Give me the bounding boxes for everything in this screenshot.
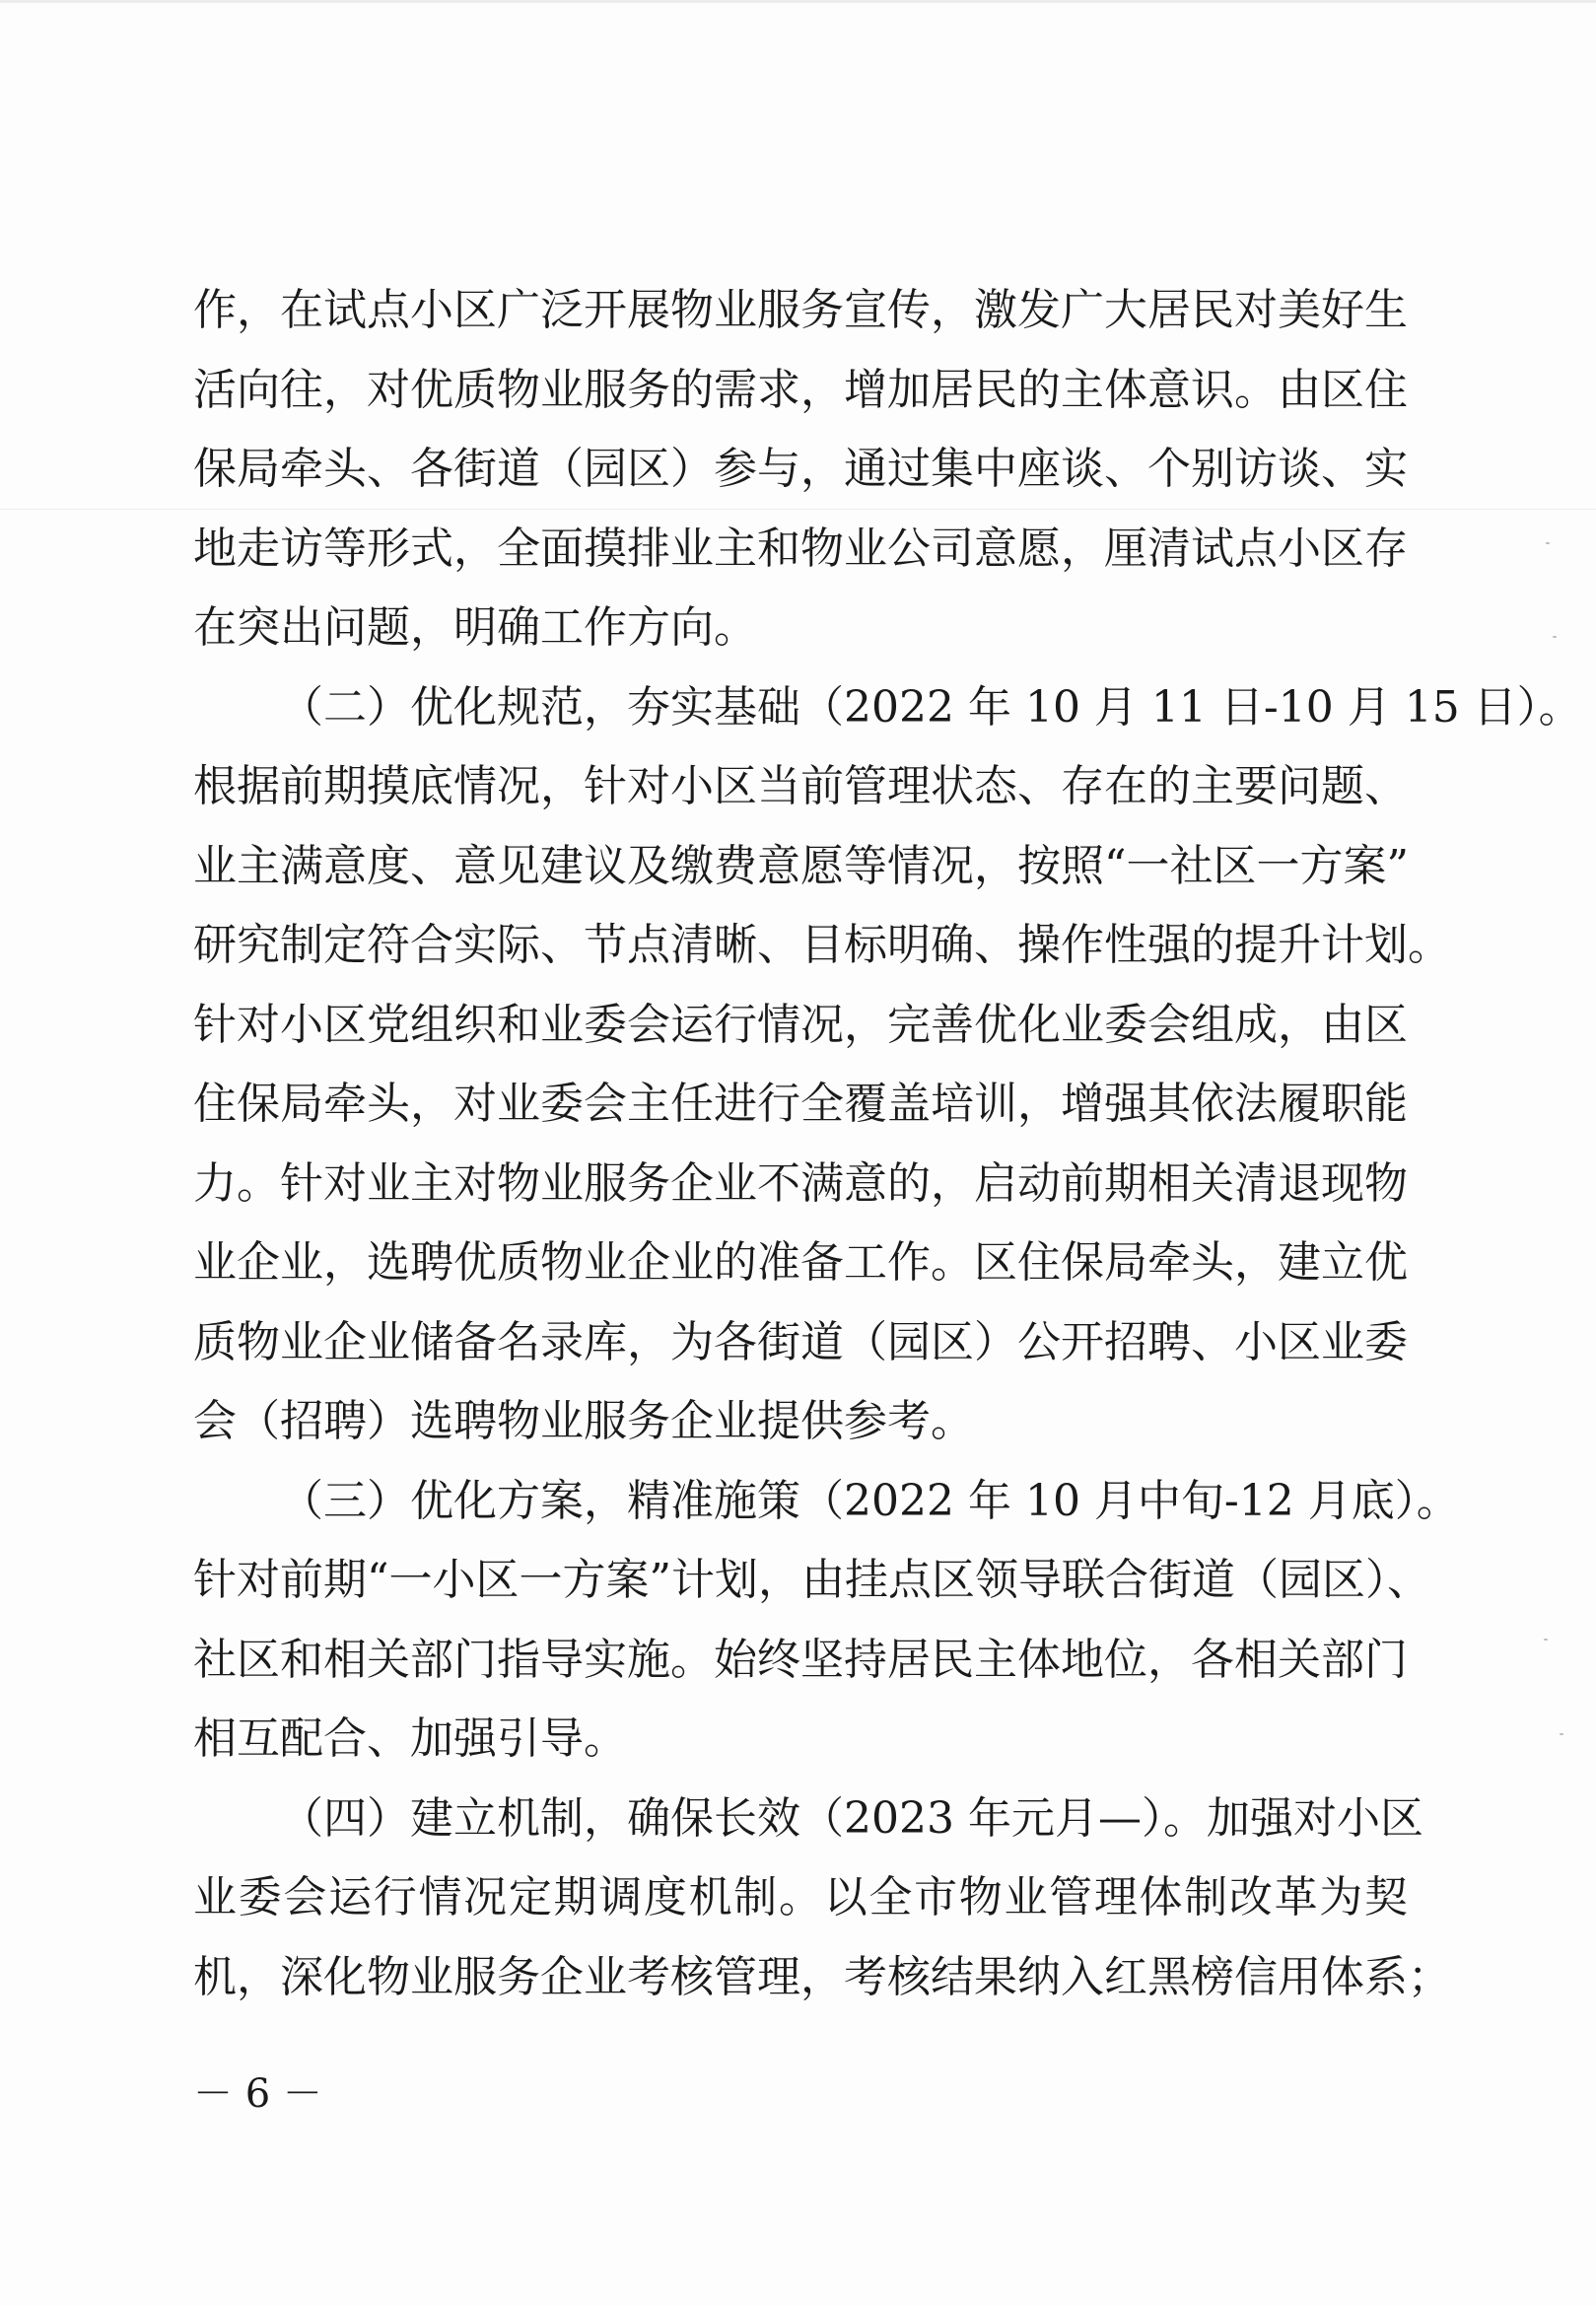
paragraph-3	[193, 1462, 1460, 1780]
text-line: 业企业，选聘优质物业企业的准备工作。区住保局牵头，建立优	[193, 1237, 1408, 1288]
section-heading-line: （三）优化方案，精准施策（2022 年 10 月中旬-12 月底）。	[280, 1475, 1460, 1526]
text-line: 在突出问题，明确工作方向。	[193, 602, 757, 653]
text-line: 保局牵头、各街道（园区）参与，通过集中座谈、个别访谈、实	[193, 444, 1408, 494]
text-line: 住保局牵头，对业委会主任进行全覆盖培训，增强其依法履职能	[193, 1079, 1408, 1129]
text-line: 会（招聘）选聘物业服务企业提供参考。	[193, 1396, 974, 1446]
text-line: 相互配合、加强引导。	[193, 1713, 627, 1764]
scan-top-edge	[0, 0, 1596, 3]
text-line: 针对小区党组织和业委会运行情况，完善优化业委会组成，由区	[193, 999, 1408, 1050]
text-line: 业主满意度、意见建议及缴费意愿等情况，按照“一社区一方案”	[193, 840, 1409, 891]
section-heading-line: （四）建立机制，确保长效（2023 年元月—）。加强对小区	[280, 1792, 1423, 1844]
text-line: 力。针对业主对物业服务企业不满意的，启动前期相关清退现物	[193, 1157, 1408, 1209]
text-line: 研究制定符合实际、节点清晰、目标明确、操作性强的提升计划。	[193, 920, 1451, 970]
scan-speck	[1544, 1639, 1548, 1641]
paragraph-1	[193, 271, 1408, 668]
text-line: 质物业企业储备名录库，为各街道（园区）公开招聘、小区业委	[193, 1316, 1408, 1367]
text-line: 社区和相关部门指导实施。始终坚持居民主体地位，各相关部门	[193, 1634, 1408, 1685]
scan-speck	[1560, 1733, 1563, 1735]
text-line: 地走访等形式，全面摸排业主和物业公司意愿，厘清试点小区存	[193, 523, 1408, 574]
scan-speck	[1553, 636, 1557, 638]
section-heading-line: （二）优化规范，夯实基础（2022 年 10 月 11 日-10 月 15 日）。	[280, 681, 1582, 733]
paragraph-4	[193, 1780, 1451, 2018]
paragraph-2	[193, 668, 1582, 1462]
scan-speck	[1546, 542, 1550, 544]
page-number: － 6 －	[193, 2071, 322, 2117]
text-line: 根据前期摸底情况，针对小区当前管理状态、存在的主要问题、	[193, 761, 1408, 811]
document-body	[193, 271, 1582, 2017]
text-line: 机，深化物业服务企业考核管理，考核结果纳入红黑榜信用体系；	[193, 1951, 1451, 2002]
text-line: 作，在试点小区广泛开展物业服务宣传，激发广大居民对美好生	[193, 285, 1408, 335]
text-line: 针对前期“一小区一方案”计划，由挂点区领导联合街道（园区）、	[193, 1555, 1430, 1605]
text-line: 业委会运行情况定期调度机制。以全市物业管理体制改革为契	[193, 1872, 1408, 1922]
text-line: 活向往，对优质物业服务的需求，增加居民的主体意识。由区住	[193, 364, 1408, 415]
